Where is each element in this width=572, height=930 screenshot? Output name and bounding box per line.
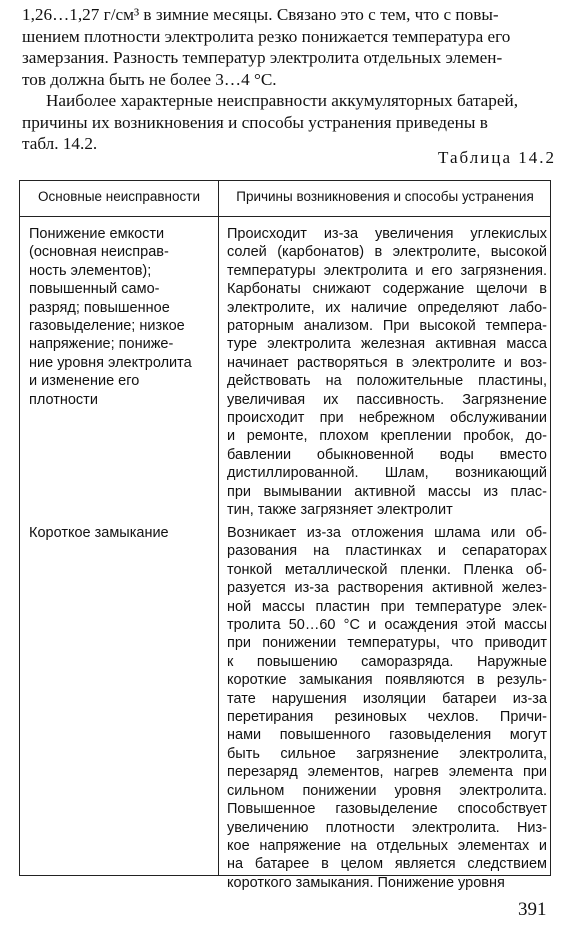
fault-line: ность элементов); — [29, 262, 152, 279]
page-number: 391 — [518, 899, 547, 920]
cause-line: тонкой металлической пленки. Пленка об- — [227, 561, 547, 578]
row-2-cause — [227, 524, 547, 892]
intro-paragraph-2 — [22, 90, 554, 155]
cause-line: к повышению саморазряда. Наружные — [227, 653, 547, 670]
intro-text — [22, 4, 554, 155]
column-divider — [218, 181, 219, 875]
cause-line: ной массы пластин при температуре элек- — [227, 598, 547, 615]
cause-line: тин, также загрязняет электролит — [227, 502, 453, 519]
cause-line: Повышенное газовыделение способствует — [227, 801, 547, 818]
row-1-cause — [227, 225, 547, 520]
intro-line: шением плотности электролита резко понижается температура его — [22, 26, 511, 46]
cause-line: сильном понижении уровня электролита. — [227, 782, 547, 799]
fault-line: Понижение емкости — [29, 226, 165, 242]
fault-line: Короткое замыкание — [29, 525, 169, 541]
cause-line: нами повышенного газовыделения могут — [227, 727, 547, 744]
cause-line: увеличивая их пассивность. Загрязнение — [227, 391, 547, 408]
cause-line: раторным анализом. При высокой темпера- — [227, 318, 547, 335]
cause-line: действовать на положительные пластины, — [227, 373, 547, 390]
cause-line: быть сильное загрязнение электролита, — [227, 745, 547, 762]
cause-line: короткого замыкания. Понижение уровня — [227, 874, 505, 891]
cause-line: происходит при небрежном обслуживании — [227, 410, 547, 427]
cause-line: бавлении обыкновенной воды вместо — [227, 446, 547, 463]
fault-line: напряжение; пониже- — [29, 336, 174, 353]
header-divider — [20, 216, 550, 217]
cause-line: разуется из-за растворения активной желез- — [227, 580, 547, 597]
cause-line: начинает растворяться в электролите и воз- — [227, 354, 547, 371]
cause-line: кое напряжение на отдельных элементах и — [227, 837, 547, 854]
cause-line: короткие замыкания появляются в резуль- — [227, 672, 547, 689]
cause-line: Происходит из-за увеличения углекислых — [227, 226, 547, 242]
fault-line: ние уровня электролита — [29, 354, 192, 371]
cause-line: электролите, их наличие определяют лабо- — [227, 299, 547, 316]
cause-line: тате нарушения изоляции батареи из-за — [227, 690, 547, 707]
cause-line: и ремонте, плохом креплении пробок, до- — [227, 428, 547, 445]
fault-line: газовыделение; низкое — [29, 318, 185, 335]
faults-table — [19, 180, 551, 891]
fault-line: (основная неисправ- — [29, 244, 169, 261]
fault-line: и изменение его — [29, 373, 140, 390]
intro-line: 1,26…1,27 г/см³ в зимние месяцы. Связано это с тем, что с повы- — [22, 5, 499, 24]
cause-line: перезаряд элементов, нагрев элемента при — [227, 764, 547, 781]
fault-line: разряд; повышенное — [29, 299, 170, 316]
row-2-fault — [29, 524, 214, 542]
cause-line: при вымывании активной массы из плас- — [227, 483, 547, 500]
fault-line: повышенный само- — [29, 281, 160, 298]
intro-paragraph-1 — [22, 4, 554, 90]
cause-line: на батарее в целом является следствием — [227, 856, 547, 873]
cause-line: перетирания резиновых чехлов. Причи- — [227, 709, 547, 726]
intro-line: Наиболее характерные неисправности аккумуляторных батарей, — [46, 91, 519, 110]
cause-line: Карбонаты снижают содержание щелочи в — [227, 281, 547, 298]
fault-line: плотности — [29, 391, 98, 408]
cause-line: дистиллированной. Шлам, возникающий — [227, 465, 547, 482]
intro-line: табл. 14.2. — [22, 134, 98, 153]
cause-line: солей (карбонатов) в электролите, высокой — [227, 244, 547, 261]
table-caption: Таблица 14.2 — [438, 148, 556, 167]
row-1-fault — [29, 225, 214, 409]
intro-line: причины их возникновения и способы устранения приведены в — [22, 112, 488, 132]
cause-line: Возникает из-за отложения шлама или об- — [227, 525, 547, 541]
intro-line: замерзания. Разность температур электролита отдельных элемен- — [22, 48, 503, 67]
cause-line: разования на пластинках и сепараторах — [227, 543, 547, 560]
intro-line: тов должна быть не более 3…4 °С. — [22, 69, 277, 89]
cause-line: при понижении температуры, что приводит — [227, 635, 547, 652]
cause-line: туре электролита железная активная масса — [227, 336, 547, 353]
cause-line: температуры электролита и его загрязнения. — [227, 262, 547, 279]
cause-line: увеличению плотности электролита. Низ- — [227, 819, 547, 836]
cause-line: тролита 50…60 °С и осаждения этой массы — [227, 617, 547, 634]
header-faults: Основные неисправности — [38, 189, 200, 204]
header-causes: Причины возникновения и способы устранения — [236, 189, 534, 204]
